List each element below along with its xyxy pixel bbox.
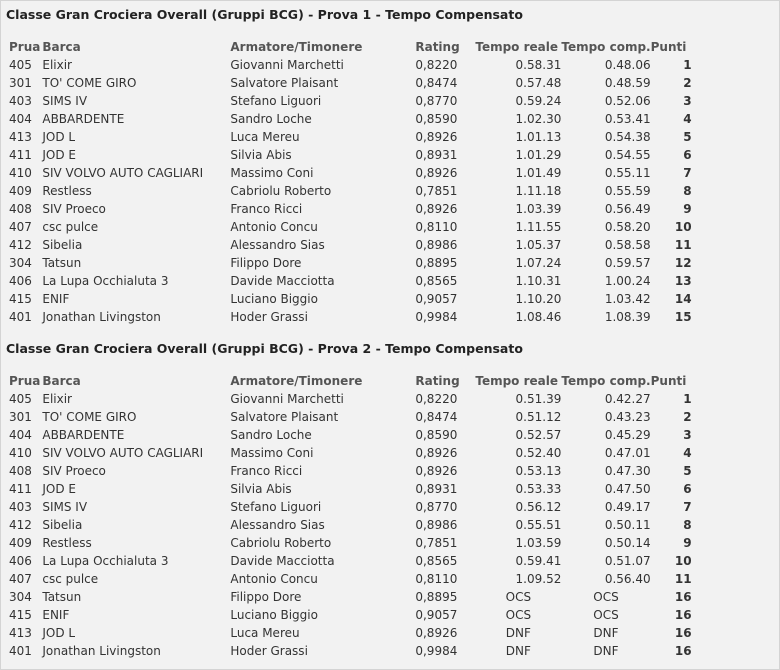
cell-armatore: Sandro Loche (230, 428, 312, 442)
header-barca: Barca (42, 374, 81, 388)
cell-armatore: Davide Macciotta (230, 274, 335, 288)
header-rating: Rating (415, 374, 460, 388)
table-row (6, 552, 692, 570)
cell-barca: SIV VOLVO AUTO CAGLIARI (42, 446, 204, 460)
cell-rating: 0,8110 (415, 572, 458, 586)
cell-tempo-comp: OCS (593, 590, 619, 604)
table-row (6, 182, 692, 200)
cell-armatore: Cabriolu Roberto (230, 536, 332, 550)
header-prua: Prua (9, 374, 41, 388)
cell-rating: 0,8986 (415, 238, 458, 252)
cell-rating: 0,8565 (415, 554, 458, 568)
cell-tempo-comp: 0.52.06 (604, 94, 651, 108)
table-row (6, 200, 692, 218)
cell-prua: 304 (9, 590, 32, 604)
cell-rating: 0,8474 (415, 410, 458, 424)
cell-punti: 16 (674, 590, 692, 604)
cell-tempo-reale: 0.51.39 (515, 392, 562, 406)
cell-tempo-reale: 1.05.37 (515, 238, 562, 252)
cell-rating: 0,9057 (415, 292, 458, 306)
table-row (6, 462, 692, 480)
cell-tempo-comp: 0.55.11 (604, 166, 651, 180)
cell-rating: 0,8926 (415, 626, 458, 640)
cell-rating: 0,8590 (415, 112, 458, 126)
cell-prua: 409 (9, 536, 32, 550)
cell-barca: Elixir (42, 58, 72, 72)
cell-punti: 2 (683, 76, 692, 90)
cell-tempo-comp: 0.55.59 (604, 184, 651, 198)
cell-armatore: Salvatore Plaisant (230, 76, 339, 90)
cell-tempo-comp: 0.43.23 (604, 410, 651, 424)
cell-tempo-reale: 1.10.31 (515, 274, 562, 288)
cell-prua: 410 (9, 446, 32, 460)
cell-prua: 411 (9, 482, 32, 496)
cell-barca: Sibelia (42, 518, 83, 532)
cell-armatore: Filippo Dore (230, 256, 302, 270)
cell-prua: 301 (9, 76, 32, 90)
cell-tempo-comp: 0.58.20 (604, 220, 651, 234)
cell-tempo-reale: 1.01.13 (515, 130, 562, 144)
cell-punti: 6 (683, 148, 692, 162)
cell-prua: 411 (9, 148, 32, 162)
cell-punti: 8 (683, 184, 692, 198)
cell-prua: 413 (9, 130, 32, 144)
cell-punti: 13 (674, 274, 692, 288)
header-punti: Punti (650, 374, 687, 388)
cell-tempo-comp: 0.56.40 (604, 572, 651, 586)
cell-prua: 406 (9, 554, 32, 568)
header-tempo-comp: Tempo comp. (561, 40, 651, 54)
cell-prua: 403 (9, 500, 32, 514)
cell-armatore: Luciano Biggio (230, 608, 318, 622)
table-row (6, 218, 692, 236)
cell-barca: csc pulce (42, 572, 99, 586)
cell-punti: 5 (683, 130, 692, 144)
cell-rating: 0,8220 (415, 58, 458, 72)
table-row (6, 426, 692, 444)
cell-tempo-comp: 0.47.01 (604, 446, 651, 460)
cell-armatore: Antonio Concu (230, 220, 318, 234)
cell-barca: SIV VOLVO AUTO CAGLIARI (42, 166, 204, 180)
cell-armatore: Cabriolu Roberto (230, 184, 332, 198)
table-header-row (6, 38, 692, 56)
cell-tempo-comp: DNF (593, 626, 619, 640)
table-row (6, 146, 692, 164)
cell-tempo-comp: 0.47.30 (604, 464, 651, 478)
cell-tempo-comp: DNF (593, 644, 619, 658)
cell-tempo-comp: 0.51.07 (604, 554, 651, 568)
cell-punti: 1 (683, 58, 692, 72)
cell-tempo-reale: 0.52.57 (515, 428, 562, 442)
cell-tempo-comp: 0.58.58 (604, 238, 651, 252)
table-row (6, 624, 692, 642)
cell-barca: csc pulce (42, 220, 99, 234)
cell-tempo-reale: 1.03.59 (515, 536, 562, 550)
cell-armatore: Alessandro Sias (230, 518, 325, 532)
cell-prua: 403 (9, 94, 32, 108)
cell-barca: SIV Proeco (42, 464, 106, 478)
cell-prua: 407 (9, 572, 32, 586)
header-barca: Barca (42, 40, 81, 54)
cell-tempo-comp: 0.59.57 (604, 256, 651, 270)
cell-tempo-reale: 1.11.55 (515, 220, 562, 234)
race-2-rows (6, 390, 692, 660)
cell-tempo-comp: 0.53.41 (604, 112, 651, 126)
table-row (6, 390, 692, 408)
cell-armatore: Giovanni Marchetti (230, 392, 344, 406)
cell-armatore: Hoder Grassi (230, 644, 308, 658)
race-1-rows (6, 56, 692, 326)
cell-prua: 408 (9, 202, 32, 216)
cell-prua: 415 (9, 608, 32, 622)
cell-punti: 16 (674, 644, 692, 658)
cell-tempo-comp: 0.42.27 (604, 392, 651, 406)
cell-tempo-reale: 0.57.48 (515, 76, 562, 90)
cell-tempo-reale: 0.56.12 (515, 500, 562, 514)
cell-barca: ENIF (42, 292, 70, 306)
cell-rating: 0,8931 (415, 148, 458, 162)
cell-armatore: Salvatore Plaisant (230, 410, 339, 424)
cell-armatore: Massimo Coni (230, 446, 314, 460)
table-row (6, 308, 692, 326)
cell-tempo-comp: 0.47.50 (604, 482, 651, 496)
cell-punti: 14 (674, 292, 692, 306)
cell-barca: Jonathan Livingston (42, 310, 161, 324)
cell-armatore: Davide Macciotta (230, 554, 335, 568)
cell-rating: 0,8110 (415, 220, 458, 234)
header-tempo-reale: Tempo reale (475, 40, 559, 54)
cell-rating: 0,8220 (415, 392, 458, 406)
cell-armatore: Franco Ricci (230, 464, 303, 478)
cell-tempo-reale: 0.55.51 (515, 518, 562, 532)
cell-barca: ABBARDENTE (42, 428, 125, 442)
cell-punti: 1 (683, 392, 692, 406)
cell-prua: 401 (9, 310, 32, 324)
table-row (6, 534, 692, 552)
cell-punti: 9 (683, 536, 692, 550)
cell-prua: 406 (9, 274, 32, 288)
cell-tempo-comp: 0.49.17 (604, 500, 651, 514)
cell-rating: 0,8565 (415, 274, 458, 288)
cell-punti: 16 (674, 608, 692, 622)
cell-punti: 6 (683, 482, 692, 496)
cell-tempo-comp: 0.54.55 (604, 148, 651, 162)
cell-tempo-comp: 0.50.14 (604, 536, 651, 550)
cell-tempo-comp: 0.56.49 (604, 202, 651, 216)
header-tempo-comp: Tempo comp. (561, 374, 651, 388)
cell-armatore: Silvia Abis (230, 148, 292, 162)
cell-punti: 8 (683, 518, 692, 532)
cell-tempo-reale: 1.01.29 (515, 148, 562, 162)
cell-rating: 0,9984 (415, 310, 458, 324)
cell-tempo-reale: 0.58.31 (515, 58, 562, 72)
cell-punti: 16 (674, 626, 692, 640)
cell-armatore: Hoder Grassi (230, 310, 308, 324)
table-header-row (6, 372, 692, 390)
cell-prua: 404 (9, 112, 32, 126)
table-row (6, 408, 692, 426)
cell-tempo-reale: 1.10.20 (515, 292, 562, 306)
cell-punti: 15 (674, 310, 692, 324)
header-rating: Rating (415, 40, 460, 54)
table-row (6, 588, 692, 606)
cell-tempo-reale: 0.53.33 (515, 482, 562, 496)
table-row (6, 480, 692, 498)
cell-rating: 0,7851 (415, 536, 458, 550)
table-row (6, 642, 692, 660)
cell-prua: 401 (9, 644, 32, 658)
table-row (6, 570, 692, 588)
cell-punti: 4 (683, 112, 692, 126)
cell-armatore: Filippo Dore (230, 590, 302, 604)
cell-barca: SIV Proeco (42, 202, 106, 216)
cell-barca: SIMS IV (42, 94, 88, 108)
cell-armatore: Luca Mereu (230, 130, 300, 144)
cell-punti: 3 (683, 94, 692, 108)
cell-prua: 405 (9, 392, 32, 406)
cell-rating: 0,8895 (415, 256, 458, 270)
cell-barca: JOD L (42, 626, 76, 640)
cell-prua: 413 (9, 626, 32, 640)
cell-punti: 11 (674, 572, 692, 586)
cell-punti: 10 (674, 554, 692, 568)
cell-rating: 0,8986 (415, 518, 458, 532)
cell-tempo-comp: 0.48.59 (604, 76, 651, 90)
cell-punti: 2 (683, 410, 692, 424)
cell-tempo-reale: 0.52.40 (515, 446, 562, 460)
cell-rating: 0,8926 (415, 202, 458, 216)
cell-tempo-reale: OCS (505, 608, 532, 622)
table-row (6, 254, 692, 272)
cell-punti: 10 (674, 220, 692, 234)
cell-prua: 407 (9, 220, 32, 234)
cell-barca: ABBARDENTE (42, 112, 125, 126)
cell-barca: TO' COME GIRO (42, 410, 137, 424)
cell-barca: SIMS IV (42, 500, 88, 514)
cell-barca: ENIF (42, 608, 70, 622)
cell-tempo-reale: 0.53.13 (515, 464, 562, 478)
cell-armatore: Sandro Loche (230, 112, 312, 126)
header-punti: Punti (650, 40, 687, 54)
cell-tempo-reale: 1.02.30 (515, 112, 562, 126)
cell-armatore: Giovanni Marchetti (230, 58, 344, 72)
cell-barca: JOD E (42, 482, 76, 496)
cell-rating: 0,8474 (415, 76, 458, 90)
cell-armatore: Alessandro Sias (230, 238, 325, 252)
header-tempo-reale: Tempo reale (475, 374, 559, 388)
table-row (6, 272, 692, 290)
cell-rating: 0,8895 (415, 590, 458, 604)
cell-prua: 301 (9, 410, 32, 424)
cell-prua: 415 (9, 292, 32, 306)
cell-prua: 409 (9, 184, 32, 198)
cell-barca: Elixir (42, 392, 72, 406)
cell-armatore: Stefano Liguori (230, 500, 322, 514)
cell-tempo-reale: 1.07.24 (515, 256, 562, 270)
cell-punti: 5 (683, 464, 692, 478)
cell-rating: 0,8770 (415, 94, 458, 108)
cell-tempo-reale: 0.51.12 (515, 410, 562, 424)
cell-prua: 412 (9, 518, 32, 532)
table-row (6, 516, 692, 534)
header-prua: Prua (9, 40, 41, 54)
table-row (6, 164, 692, 182)
cell-armatore: Antonio Concu (230, 572, 318, 586)
table-row (6, 74, 692, 92)
cell-punti: 11 (674, 238, 692, 252)
cell-rating: 0,9984 (415, 644, 458, 658)
cell-rating: 0,8590 (415, 428, 458, 442)
cell-punti: 7 (683, 500, 692, 514)
cell-tempo-reale: OCS (505, 590, 532, 604)
table-row (6, 128, 692, 146)
cell-tempo-comp: 1.00.24 (604, 274, 651, 288)
cell-tempo-comp: OCS (593, 608, 619, 622)
cell-tempo-reale: 1.11.18 (515, 184, 562, 198)
cell-barca: Tatsun (42, 256, 82, 270)
race-2-title: Classe Gran Crociera Overall (Gruppi BCG) - Prova 2 - Tempo Compensato (6, 341, 523, 356)
cell-tempo-comp: 0.45.29 (604, 428, 651, 442)
cell-tempo-reale: DNF (505, 644, 531, 658)
cell-rating: 0,8926 (415, 166, 458, 180)
cell-prua: 412 (9, 238, 32, 252)
cell-barca: La Lupa Occhialuta 3 (42, 274, 169, 288)
table-row (6, 444, 692, 462)
table-row (6, 498, 692, 516)
cell-tempo-comp: 0.48.06 (604, 58, 651, 72)
cell-rating: 0,8926 (415, 130, 458, 144)
cell-tempo-comp: 0.50.11 (604, 518, 651, 532)
cell-tempo-reale: 0.59.24 (515, 94, 562, 108)
cell-prua: 404 (9, 428, 32, 442)
cell-punti: 9 (683, 202, 692, 216)
race-2-table (6, 372, 692, 660)
table-row (6, 92, 692, 110)
cell-barca: JOD E (42, 148, 76, 162)
cell-tempo-reale: 1.09.52 (515, 572, 562, 586)
cell-tempo-reale: 1.08.46 (515, 310, 562, 324)
cell-armatore: Silvia Abis (230, 482, 292, 496)
table-row (6, 56, 692, 74)
cell-punti: 4 (683, 446, 692, 460)
cell-barca: La Lupa Occhialuta 3 (42, 554, 169, 568)
table-row (6, 236, 692, 254)
cell-tempo-reale: 1.03.39 (515, 202, 562, 216)
header-armatore: Armatore/Timonere (230, 374, 363, 388)
cell-armatore: Luca Mereu (230, 626, 300, 640)
race-1-table (6, 38, 692, 326)
cell-tempo-comp: 0.54.38 (604, 130, 651, 144)
cell-tempo-comp: 1.08.39 (604, 310, 651, 324)
cell-barca: JOD L (42, 130, 76, 144)
cell-tempo-comp: 1.03.42 (604, 292, 651, 306)
cell-barca: Restless (42, 536, 92, 550)
cell-tempo-reale: DNF (505, 626, 531, 640)
race-1-title: Classe Gran Crociera Overall (Gruppi BCG) - Prova 1 - Tempo Compensato (6, 7, 523, 22)
cell-armatore: Stefano Liguori (230, 94, 322, 108)
cell-rating: 0,8770 (415, 500, 458, 514)
cell-barca: Jonathan Livingston (42, 644, 161, 658)
cell-armatore: Massimo Coni (230, 166, 314, 180)
cell-armatore: Franco Ricci (230, 202, 303, 216)
cell-barca: Tatsun (42, 590, 82, 604)
cell-prua: 410 (9, 166, 32, 180)
cell-tempo-reale: 1.01.49 (515, 166, 562, 180)
cell-barca: Sibelia (42, 238, 83, 252)
cell-tempo-reale: 0.59.41 (515, 554, 562, 568)
cell-punti: 7 (683, 166, 692, 180)
cell-rating: 0,8926 (415, 464, 458, 478)
cell-barca: Restless (42, 184, 92, 198)
cell-rating: 0,8926 (415, 446, 458, 460)
cell-punti: 12 (674, 256, 692, 270)
table-row (6, 606, 692, 624)
cell-armatore: Luciano Biggio (230, 292, 318, 306)
cell-prua: 304 (9, 256, 32, 270)
cell-punti: 3 (683, 428, 692, 442)
cell-rating: 0,9057 (415, 608, 458, 622)
cell-prua: 405 (9, 58, 32, 72)
table-row (6, 110, 692, 128)
cell-prua: 408 (9, 464, 32, 478)
table-row (6, 290, 692, 308)
cell-rating: 0,7851 (415, 184, 458, 198)
header-armatore: Armatore/Timonere (230, 40, 363, 54)
cell-barca: TO' COME GIRO (42, 76, 137, 90)
cell-rating: 0,8931 (415, 482, 458, 496)
